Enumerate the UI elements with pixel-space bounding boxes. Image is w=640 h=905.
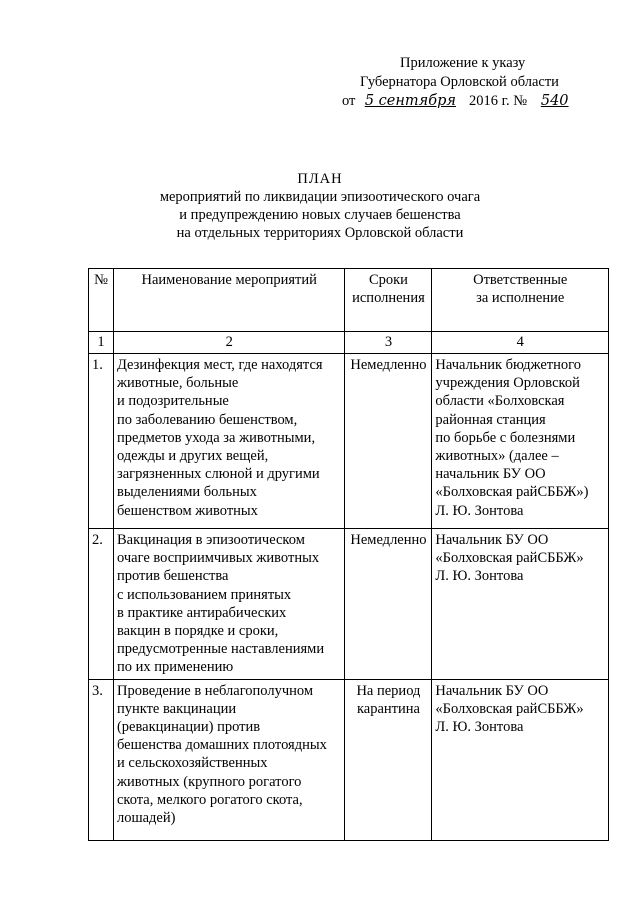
cell-line: «Болховская райСББЖ» bbox=[435, 550, 584, 567]
title-line-2: мероприятий по ликвидации эпизоотического очага bbox=[159, 189, 481, 205]
row-number: 1. bbox=[89, 354, 114, 529]
cell-line: животных» (далее – bbox=[435, 448, 559, 465]
document-title bbox=[0, 170, 640, 242]
cell-line: вакцин в порядке и сроки, bbox=[116, 623, 279, 640]
cell-line: по заболеванию бешенством, bbox=[116, 411, 298, 428]
cell-line: скота, мелкого рогатого скота, bbox=[116, 791, 303, 808]
header-name: Наименование мероприятий bbox=[113, 269, 344, 332]
col-number: 4 bbox=[432, 332, 609, 354]
title-plan: ПЛАН bbox=[297, 171, 343, 187]
cell-line: по борьбе с болезнями bbox=[435, 429, 576, 446]
cell-line: по их применению bbox=[116, 659, 234, 676]
appendix-line-2: Губернатора Орловской области bbox=[360, 74, 559, 90]
cell-line: Проведение в неблагополучном bbox=[116, 682, 314, 699]
cell-line: и сельскохозяйственных bbox=[116, 755, 268, 772]
table-row bbox=[89, 679, 609, 840]
cell-line: животных (крупного рогатого bbox=[116, 773, 302, 790]
cell-line: выделениями больных bbox=[116, 484, 257, 501]
cell-line: На период bbox=[356, 682, 421, 699]
cell-line: Вакцинация в эпизоотическом bbox=[116, 532, 305, 548]
row-number: 3. bbox=[89, 679, 114, 840]
cell-line: Немедленно bbox=[350, 357, 427, 373]
appendix-from: от bbox=[342, 93, 356, 109]
row-responsible bbox=[432, 354, 609, 529]
cell-line: пункте вакцинации bbox=[116, 700, 237, 717]
col-number: 3 bbox=[345, 332, 432, 354]
handwritten-number: 540 bbox=[540, 93, 569, 109]
title-line-4: на отдельных территориях Орловской области bbox=[176, 225, 464, 241]
cell-line: одежды и других вещей, bbox=[116, 448, 269, 465]
row-responsible bbox=[432, 679, 609, 840]
appendix-line-1: Приложение к указу bbox=[400, 55, 526, 71]
cell-line: очаге восприимчивых животных bbox=[116, 550, 320, 567]
cell-line: предметов ухода за животными, bbox=[116, 429, 316, 446]
handwritten-date: 5 сентября bbox=[364, 93, 456, 109]
cell-line: с использованием принятых bbox=[116, 586, 292, 603]
row-term bbox=[345, 529, 432, 680]
cell-line: области «Болховская bbox=[435, 393, 565, 410]
cell-line: Л. Ю. Зонтова bbox=[435, 719, 524, 736]
cell-line: Начальник БУ ОО bbox=[435, 682, 549, 699]
cell-line: (ревакцинации) против bbox=[116, 719, 261, 736]
appendix-header bbox=[342, 54, 602, 111]
col-number: 1 bbox=[89, 332, 114, 354]
header-resp-line: за исполнение bbox=[476, 290, 565, 307]
header-term-line: исполнения bbox=[352, 290, 425, 307]
cell-line: Л. Ю. Зонтова bbox=[435, 568, 524, 585]
title-line-3: и предупреждению новых случаев бешенства bbox=[179, 207, 461, 223]
appendix-year: 2016 г. № bbox=[469, 93, 528, 109]
cell-line: животные, больные bbox=[116, 375, 239, 392]
row-number: 2. bbox=[89, 529, 114, 680]
cell-line: «Болховская райСББЖ» bbox=[435, 700, 584, 717]
cell-line: против бешенства bbox=[116, 568, 229, 585]
header-responsible bbox=[432, 269, 609, 332]
cell-line: Начальник бюджетного bbox=[435, 357, 581, 373]
cell-line: районная станция bbox=[435, 411, 546, 428]
column-number-row bbox=[89, 332, 609, 354]
plan-table bbox=[88, 268, 609, 841]
row-measure bbox=[113, 679, 344, 840]
cell-line: карантина bbox=[356, 700, 420, 717]
cell-line: загрязненных слюной и другими bbox=[116, 466, 320, 483]
cell-line: Немедленно bbox=[350, 532, 427, 548]
header-no: № bbox=[89, 269, 114, 332]
cell-line: бешенством животных bbox=[116, 502, 258, 519]
row-term bbox=[345, 354, 432, 529]
header-term-line: Сроки bbox=[368, 272, 408, 288]
cell-line: учреждения Орловской bbox=[435, 375, 580, 392]
row-measure bbox=[113, 354, 344, 529]
cell-line: и подозрительные bbox=[116, 393, 229, 410]
row-measure bbox=[113, 529, 344, 680]
cell-line: Дезинфекция мест, где находятся bbox=[116, 357, 323, 373]
cell-line: лошадей) bbox=[116, 810, 176, 827]
header-term bbox=[345, 269, 432, 332]
col-number: 2 bbox=[113, 332, 344, 354]
table-row bbox=[89, 529, 609, 680]
cell-line: Л. Ю. Зонтова bbox=[435, 502, 524, 519]
appendix-line-3 bbox=[342, 92, 602, 111]
row-term bbox=[345, 679, 432, 840]
table-header-row bbox=[89, 269, 609, 332]
cell-line: начальник БУ ОО bbox=[435, 466, 546, 483]
row-responsible bbox=[432, 529, 609, 680]
cell-line: Начальник БУ ОО bbox=[435, 532, 549, 548]
cell-line: предусмотренные наставлениями bbox=[116, 641, 325, 658]
cell-line: в практике антирабических bbox=[116, 604, 287, 621]
header-resp-line: Ответственные bbox=[473, 272, 568, 288]
cell-line: бешенства домашних плотоядных bbox=[116, 737, 327, 754]
table-row bbox=[89, 354, 609, 529]
cell-line: «Болховская райСББЖ») bbox=[435, 484, 589, 501]
